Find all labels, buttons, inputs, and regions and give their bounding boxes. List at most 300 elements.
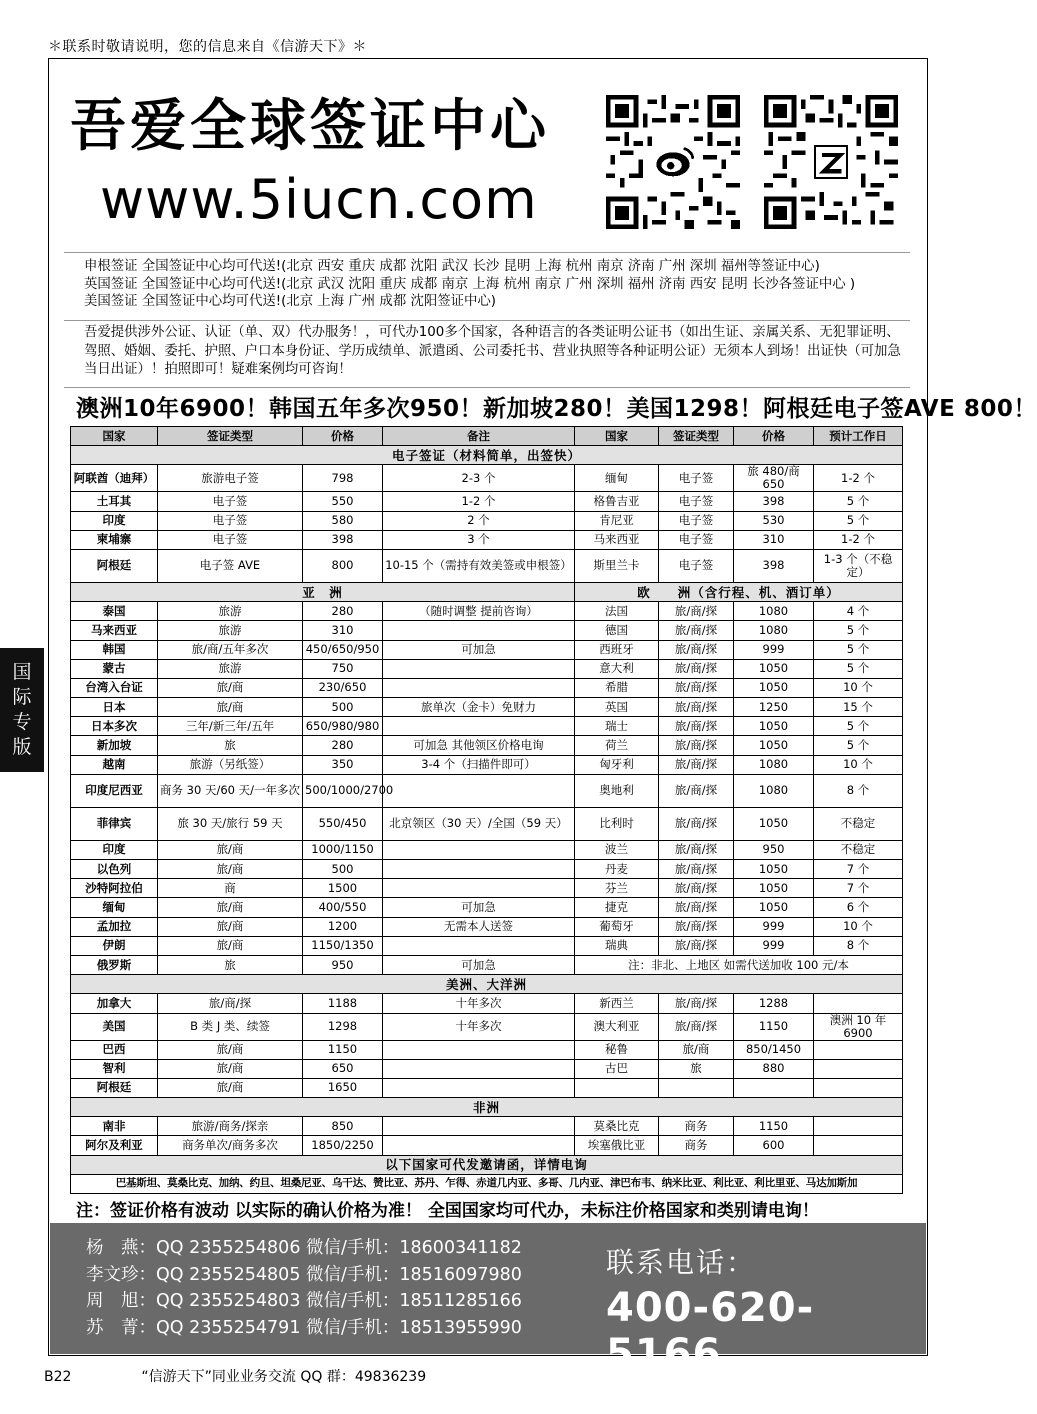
cell	[383, 678, 575, 697]
cell: 950	[303, 955, 383, 974]
country-cell: 斯里兰卡	[575, 549, 659, 582]
cell: 4 个	[814, 602, 903, 621]
country-cell: 瑞士	[575, 717, 659, 736]
cell: 500/1000/2700	[303, 774, 383, 807]
cell: 商务	[659, 1136, 734, 1155]
promo-headline: 澳洲10年6900！韩国五年多次950！新加坡280！美国1298！阿根廷电子签AVE 800！	[76, 396, 1037, 422]
cell: 1050	[734, 898, 814, 917]
cell: 旅/商	[158, 1059, 303, 1078]
cell: 950	[734, 840, 814, 859]
col-header: 预计工作日	[814, 427, 903, 446]
contact-entry: 周 旭：QQ 2355254803 微信/手机：18511285166	[86, 1291, 522, 1311]
cell: 2-3 个	[383, 465, 575, 492]
cell: 7 个	[814, 879, 903, 898]
visa-center-list	[84, 258, 855, 311]
section-heading	[71, 1155, 903, 1174]
country-cell: 意大利	[575, 659, 659, 678]
cell: 电子签	[158, 511, 303, 530]
country-cell: 英国	[575, 698, 659, 717]
section-heading	[71, 975, 903, 994]
country-cell: 孟加拉	[71, 917, 158, 936]
country-cell: 肯尼亚	[575, 511, 659, 530]
country-cell: 匈牙利	[575, 755, 659, 774]
cell: 1050	[734, 678, 814, 697]
country-cell: 阿联酋（迪拜）	[71, 465, 158, 492]
cell: 750	[303, 659, 383, 678]
page-footer	[44, 1366, 426, 1386]
cell: 398	[734, 492, 814, 511]
cell: 旅/商	[158, 840, 303, 859]
country-cell: 加拿大	[71, 994, 158, 1013]
cell: 旅 480/商 650	[734, 465, 814, 492]
cell: 旅/商/探	[659, 860, 734, 879]
cell: 旅/商	[158, 1078, 303, 1097]
cell: 5 个	[814, 492, 903, 511]
cell: 北京领区（30 天）/全国（59 天）	[383, 807, 575, 840]
section-heading	[71, 1098, 903, 1117]
col-header: 国家	[71, 427, 158, 446]
country-cell: 韩国	[71, 640, 158, 659]
table-row	[71, 994, 903, 1013]
cell: 旅/商/探	[659, 898, 734, 917]
cell: 商	[158, 879, 303, 898]
cell: 650	[303, 1059, 383, 1078]
country-cell: 智利	[71, 1059, 158, 1078]
cell: 10 个	[814, 917, 903, 936]
cell	[814, 1117, 903, 1136]
country-cell: 印度	[71, 840, 158, 859]
table-row	[71, 898, 903, 917]
table-row	[71, 755, 903, 774]
country-cell: 奥地利	[575, 774, 659, 807]
invitation-section	[71, 1155, 903, 1193]
table-row	[71, 659, 903, 678]
table-row	[71, 1013, 903, 1040]
schengen-centers: 申根签证 全国签证中心均可代送!(北京 西安 重庆 成都 沈阳 武汉 长沙 昆明 上海 杭州 南京 济南 广州 深圳 福州等签证中心)	[84, 259, 820, 274]
cell: 1150/1350	[303, 936, 383, 955]
cell: 十年多次	[383, 994, 575, 1013]
country-cell: 蒙古	[71, 659, 158, 678]
table-row	[71, 602, 903, 621]
cell: 十年多次	[383, 1013, 575, 1040]
section-tab-char: 版	[12, 736, 32, 758]
cell: 650/980/980	[303, 717, 383, 736]
country-cell: 伊朗	[71, 936, 158, 955]
footer-qq-group: “信游天下”同业业务交流 QQ 群：49836239	[141, 1369, 427, 1385]
europe-delivery-note: 注：非北、上地区 如需代送加收 100 元/本	[575, 955, 903, 974]
weibo-qr-code	[606, 90, 740, 234]
cell	[383, 1117, 575, 1136]
cell: 1-2 个	[814, 530, 903, 549]
country-cell: 以色列	[71, 860, 158, 879]
cell: 1050	[734, 879, 814, 898]
section-tab-char: 专	[12, 711, 32, 733]
country-cell: 越南	[71, 755, 158, 774]
contact-entry: 杨 燕：QQ 2355254806 微信/手机：18600341182	[86, 1238, 522, 1258]
cell: 旅/商	[158, 678, 303, 697]
table-row	[71, 1059, 903, 1078]
table-row	[71, 840, 903, 859]
source-note: ＊联系时敬请说明，您的信息来自《信游天下》＊	[48, 39, 367, 55]
cell: 3-4 个（扫描件即可）	[383, 755, 575, 774]
cell: 450/650/950	[303, 640, 383, 659]
cell: 旅/商/探	[659, 879, 734, 898]
country-cell: 台湾入台证	[71, 678, 158, 697]
cell: 6 个	[814, 898, 903, 917]
evisa-section	[71, 446, 903, 583]
country-cell: 葡萄牙	[575, 917, 659, 936]
cell: 电子签 AVE	[158, 549, 303, 582]
hotline-label: 联系电话：	[606, 1246, 757, 1279]
country-cell: 马来西亚	[575, 530, 659, 549]
cell: 旅/商	[158, 698, 303, 717]
table-row	[71, 1136, 903, 1155]
cell: 2 个	[383, 511, 575, 530]
col-header: 签证类型	[659, 427, 734, 446]
section-tab	[0, 648, 44, 772]
cell	[383, 717, 575, 736]
cell: 1150	[734, 1117, 814, 1136]
contact-entry: 李文珍：QQ 2355254805 微信/手机：18516097980	[86, 1264, 522, 1285]
cell: 可加急	[383, 640, 575, 659]
table-row	[71, 549, 903, 582]
table-row	[71, 1078, 903, 1097]
cell: 1050	[734, 736, 814, 755]
cell	[383, 1078, 575, 1097]
country-cell: 菲律宾	[71, 807, 158, 840]
cell: 无需本人送签	[383, 917, 575, 936]
cell: 5 个	[814, 621, 903, 640]
cell	[814, 1040, 903, 1059]
cell: 1050	[734, 860, 814, 879]
cell: 旅/商/探	[659, 1013, 734, 1040]
table-row	[71, 530, 903, 549]
cell: 230/650	[303, 678, 383, 697]
cell: 旅	[158, 955, 303, 974]
country-cell: 日本	[71, 698, 158, 717]
cell: 可加急 其他领区价格电询	[383, 736, 575, 755]
cell	[383, 860, 575, 879]
cell: 1000/1150	[303, 840, 383, 859]
cell	[383, 1136, 575, 1155]
cell: 电子签	[659, 465, 734, 492]
country-cell: 新加坡	[71, 736, 158, 755]
contact-list	[86, 1235, 522, 1341]
cell: 1250	[734, 698, 814, 717]
cell: 旅	[659, 1059, 734, 1078]
country-cell: 缅甸	[71, 898, 158, 917]
section-tab-char: 国	[12, 661, 32, 683]
cell: 电子签	[158, 530, 303, 549]
cell	[814, 1059, 903, 1078]
table-row	[71, 917, 903, 936]
table-row	[71, 678, 903, 697]
cell	[383, 879, 575, 898]
cell: 旅单次（金卡）免财力	[383, 698, 575, 717]
cell	[814, 994, 903, 1013]
country-cell: 古巴	[575, 1059, 659, 1078]
cell: 旅游	[158, 602, 303, 621]
cell: 旅/商/探	[659, 774, 734, 807]
cell: 1050	[734, 807, 814, 840]
cell: 3 个	[383, 530, 575, 549]
cell: 5 个	[814, 717, 903, 736]
country-cell: 巴西	[71, 1040, 158, 1059]
cell: 旅/商/探	[659, 659, 734, 678]
cell: 398	[734, 549, 814, 582]
cell: 280	[303, 736, 383, 755]
cell: 旅/商	[158, 917, 303, 936]
table-row	[71, 640, 903, 659]
cell	[383, 621, 575, 640]
section-title: 非洲	[71, 1098, 903, 1117]
table-row	[71, 621, 903, 640]
cell: 10-15 个（需持有效美签或申根签）	[383, 549, 575, 582]
services-divider	[64, 387, 910, 388]
table-row	[71, 936, 903, 955]
cell: 580	[303, 511, 383, 530]
country-cell: 秘鲁	[575, 1040, 659, 1059]
cell: 1850/2250	[303, 1136, 383, 1155]
cell: 550/450	[303, 807, 383, 840]
country-cell	[575, 1078, 659, 1097]
cell: 15 个	[814, 698, 903, 717]
cell: 可加急	[383, 898, 575, 917]
cell: 600	[734, 1136, 814, 1155]
cell: 旅/商	[158, 1040, 303, 1059]
visa-price-table	[70, 426, 903, 1194]
country-cell: 马来西亚	[71, 621, 158, 640]
section-tab-char: 际	[12, 686, 32, 708]
country-cell: 日本多次	[71, 717, 158, 736]
cell: 10 个	[814, 755, 903, 774]
cell: 商务 30 天/60 天/一年多次	[158, 774, 303, 807]
cell: 可加急	[383, 955, 575, 974]
col-header: 签证类型	[158, 427, 303, 446]
centers-divider	[64, 320, 910, 321]
cell: 1150	[734, 1013, 814, 1040]
cell: 旅游（另纸签）	[158, 755, 303, 774]
cell: 旅	[158, 736, 303, 755]
cell: 旅/商/探	[659, 994, 734, 1013]
col-header: 备注	[383, 427, 575, 446]
country-cell: 印度	[71, 511, 158, 530]
table-row	[71, 736, 903, 755]
cell: 5 个	[814, 736, 903, 755]
cell: 旅/商/探	[659, 640, 734, 659]
cell: 旅/商/探	[659, 736, 734, 755]
country-cell: 缅甸	[575, 465, 659, 492]
col-header: 价格	[734, 427, 814, 446]
cell: 不稳定	[814, 807, 903, 840]
cell	[383, 774, 575, 807]
table-row	[71, 879, 903, 898]
cell: 旅/商	[659, 1040, 734, 1059]
cell: 850/1450	[734, 1040, 814, 1059]
cell: 1080	[734, 621, 814, 640]
cell	[734, 1078, 814, 1097]
cell: 澳洲 10 年 6900	[814, 1013, 903, 1040]
cell: 530	[734, 511, 814, 530]
africa-section	[71, 1098, 903, 1156]
cell: 400/550	[303, 898, 383, 917]
contact-entry: 苏 菁：QQ 2355254791 微信/手机：18513955990	[86, 1317, 522, 1338]
header-divider	[64, 252, 910, 253]
cell: 旅/商/探	[158, 994, 303, 1013]
cell: 旅/商/五年多次	[158, 640, 303, 659]
invitation-countries: 巴基斯坦、莫桑比克、加纳、约旦、坦桑尼亚、乌干达、赞比亚、苏丹、乍得、赤道几内亚、多哥、几内亚、津巴布韦、纳米比亚、利比亚、利比里亚、马达加斯加	[71, 1174, 903, 1193]
country-cell: 波兰	[575, 840, 659, 859]
cell: 1080	[734, 755, 814, 774]
cell: 旅/商/探	[659, 807, 734, 840]
cell: 不稳定	[814, 840, 903, 859]
price-disclaimer: 注：签证价格有波动 以实际的确认价格为准！ 全国国家均可代办，未标注价格国家和类别请电询！	[76, 1201, 819, 1221]
invitation-title: 以下国家可代发邀请函，详情电询	[71, 1155, 903, 1174]
col-header: 价格	[303, 427, 383, 446]
cell: 1-2 个	[383, 492, 575, 511]
cell: 5 个	[814, 659, 903, 678]
cell: 旅/商/探	[659, 917, 734, 936]
cell	[383, 1059, 575, 1078]
cell: 999	[734, 936, 814, 955]
cell: 7 个	[814, 860, 903, 879]
country-cell: 格鲁吉亚	[575, 492, 659, 511]
cell: 1-2 个	[814, 465, 903, 492]
country-cell: 沙特阿拉伯	[71, 879, 158, 898]
cell: 500	[303, 860, 383, 879]
table-row	[71, 511, 903, 530]
cell	[383, 1040, 575, 1059]
table-row	[71, 1174, 903, 1193]
brand-title: 吾爱全球签证中心	[70, 93, 550, 159]
country-cell: 希腊	[575, 678, 659, 697]
cell: 俄罗斯	[71, 955, 158, 974]
cell: 550	[303, 492, 383, 511]
col-header: 国家	[575, 427, 659, 446]
table-row	[71, 492, 903, 511]
page-number: B22	[44, 1369, 72, 1385]
cell: 旅游	[158, 659, 303, 678]
uk-centers: 英国签证 全国签证中心均可代送!(北京 武汉 沈阳 重庆 成都 南京 上海 杭州 南京 广州 深圳 福州 济南 西安 昆明 长沙各签证中心 )	[84, 276, 856, 292]
section-heading	[71, 582, 903, 601]
cell	[383, 659, 575, 678]
cell: 500	[303, 698, 383, 717]
cell: 1288	[734, 994, 814, 1013]
table-row	[71, 807, 903, 840]
cell	[814, 1136, 903, 1155]
cell: 旅游电子签	[158, 465, 303, 492]
cell: 旅游	[158, 621, 303, 640]
table-row	[71, 1040, 903, 1059]
table-row	[71, 465, 903, 492]
russia-row-group	[71, 955, 903, 974]
country-cell: 阿根廷	[71, 549, 158, 582]
country-cell: 莫桑比克	[575, 1117, 659, 1136]
cell: 1500	[303, 879, 383, 898]
wechat-qr-code	[764, 90, 898, 234]
section-title-asia: 亚 洲	[71, 582, 575, 601]
brand-url: www.5iucn.com	[100, 168, 538, 231]
cell: 1188	[303, 994, 383, 1013]
country-cell: 阿根廷	[71, 1078, 158, 1097]
cell: 1080	[734, 602, 814, 621]
country-cell: 印度尼西亚	[71, 774, 158, 807]
cell: 旅 30 天/旅行 59 天	[158, 807, 303, 840]
country-cell: 芬兰	[575, 879, 659, 898]
cell: 800	[303, 549, 383, 582]
cell: 电子签	[158, 492, 303, 511]
section-title: 美洲、大洋洲	[71, 975, 903, 994]
cell: 5 个	[814, 640, 903, 659]
country-cell: 南非	[71, 1117, 158, 1136]
cell: 三年/新三年/五年	[158, 717, 303, 736]
cell: 1050	[734, 659, 814, 678]
cell: 1050	[734, 717, 814, 736]
cell: 5 个	[814, 511, 903, 530]
cell: 电子签	[659, 530, 734, 549]
cell: 电子签	[659, 549, 734, 582]
cell: 310	[303, 621, 383, 640]
cell: 999	[734, 917, 814, 936]
cell: 旅/商	[158, 860, 303, 879]
cell: 1-3 个（不稳定）	[814, 549, 903, 582]
cell: 398	[303, 530, 383, 549]
cell: 旅/商/探	[659, 621, 734, 640]
country-cell: 瑞典	[575, 936, 659, 955]
table-header-row	[71, 427, 903, 446]
country-cell: 美国	[71, 1013, 158, 1040]
country-cell: 柬埔寨	[71, 530, 158, 549]
cell: 798	[303, 465, 383, 492]
hotline-number: 400-620-5166	[606, 1285, 815, 1377]
country-cell: 德国	[575, 621, 659, 640]
cell: 旅/商	[158, 898, 303, 917]
cell: 旅/商	[158, 936, 303, 955]
country-cell: 阿尔及利亚	[71, 1136, 158, 1155]
cell: 1200	[303, 917, 383, 936]
section-heading	[71, 446, 903, 465]
cell: 电子签	[659, 492, 734, 511]
cell: 旅/商/探	[659, 936, 734, 955]
country-cell: 捷克	[575, 898, 659, 917]
cell: 商务	[659, 1117, 734, 1136]
cell: 旅/商/探	[659, 602, 734, 621]
cell: （随时调整 提前咨询）	[383, 602, 575, 621]
cell: 8 个	[814, 774, 903, 807]
table-row	[71, 955, 903, 974]
country-cell: 荷兰	[575, 736, 659, 755]
cell: 1298	[303, 1013, 383, 1040]
cell: 999	[734, 640, 814, 659]
us-centers: 美国签证 全国签证中心均可代送!(北京 上海 广州 成都 沈阳签证中心)	[84, 294, 497, 309]
cell: 旅游/商务/探亲	[158, 1117, 303, 1136]
section-title-europe: 欧 洲（含行程、机、酒订单）	[575, 582, 903, 601]
country-cell: 土耳其	[71, 492, 158, 511]
americas-oceania-section	[71, 975, 903, 1098]
table-row	[71, 860, 903, 879]
cell: 旅/商/探	[659, 717, 734, 736]
table-row	[71, 774, 903, 807]
notarization-services: 吾爱提供涉外公证、认证（单、双）代办服务！，可代办100多个国家，各种语言的各类证明公证书（如出生证、亲属关系、无犯罪证明、驾照、婚姻、委托、护照、户口本身份证、学历成绩单、派遣函、公司委托书、营业执照等各种证明公证）无须本人到场！出证快（可加急当日出证）！拍照即可！疑难案例均可咨询！	[84, 325, 901, 377]
section-title: 电子签证（材料简单，出签快）	[71, 446, 903, 465]
cell: 1080	[734, 774, 814, 807]
country-cell: 泰国	[71, 602, 158, 621]
cell	[814, 1078, 903, 1097]
cell	[383, 936, 575, 955]
cell: 10 个	[814, 678, 903, 697]
cell: 旅/商/探	[659, 678, 734, 697]
country-cell: 埃塞俄比亚	[575, 1136, 659, 1155]
